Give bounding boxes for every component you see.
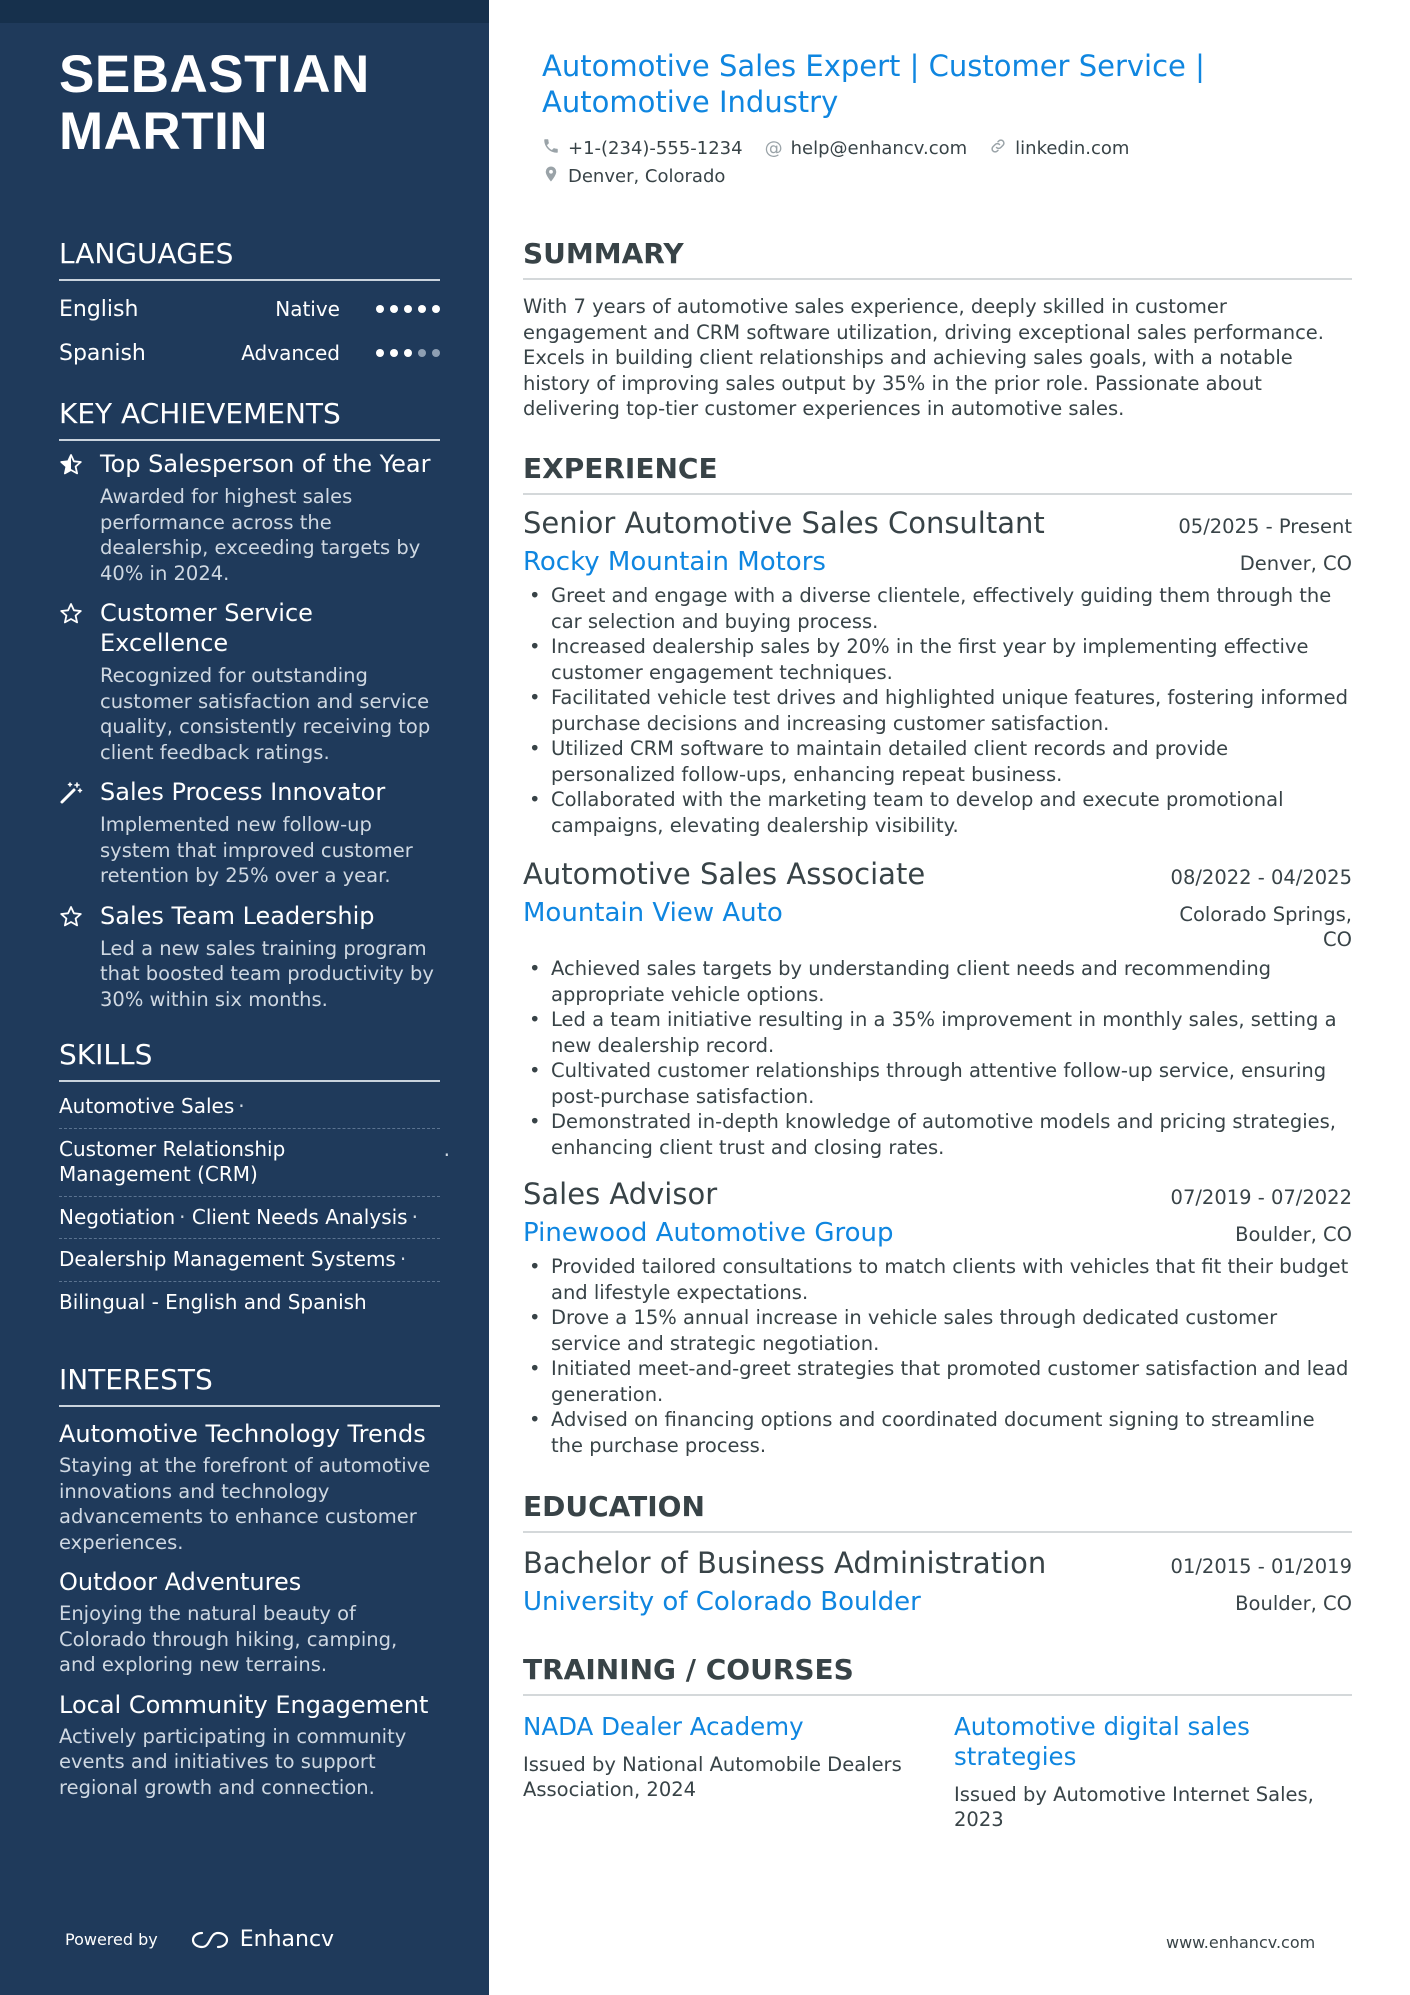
- skill-label: Negotiation: [59, 1204, 176, 1229]
- list-item: • Increased dealership sales by 20% in the first year by implementing effective customer engagement techniques.: [523, 634, 1352, 685]
- interest-item: [59, 1567, 440, 1678]
- skill-label: Bilingual - English and Spanish: [59, 1289, 367, 1314]
- dot-filled: [390, 305, 398, 313]
- skill-item: Dealership Management Systems ·: [59, 1239, 440, 1282]
- list-item: • Facilitated vehicle test drives and highlighted unique features, fostering informed purchase decisions and increasing customer satisfaction.: [523, 685, 1352, 736]
- education-heading: EDUCATION: [523, 1490, 1352, 1533]
- course-item: [954, 1712, 1352, 1832]
- course-issuer: Issued by Automotive Internet Sales, 2023: [954, 1783, 1314, 1831]
- achievement-item: [59, 901, 440, 1013]
- achievement-title: Customer Service Excellence: [100, 599, 313, 657]
- achievements-heading: KEY ACHIEVEMENTS: [59, 397, 440, 441]
- contact-linkedin[interactable]: [989, 137, 1129, 160]
- achievement-title: Sales Process Innovator: [100, 778, 386, 806]
- interest-desc: Staying at the forefront of automotive innovations and technology advancements to enhance customer experiences.: [59, 1454, 431, 1554]
- language-level: Native: [275, 297, 340, 321]
- achievement-item: [59, 777, 440, 889]
- list-item: • Demonstrated in-depth knowledge of automotive models and pricing strategies, enhancing client trust and closing rates.: [523, 1109, 1352, 1160]
- job-dates: 05/2025 - Present: [1178, 515, 1352, 538]
- location-text: Denver, Colorado: [568, 165, 726, 187]
- experience-heading: EXPERIENCE: [523, 452, 1352, 495]
- location-pin-icon: [542, 165, 560, 188]
- dot-empty: [432, 349, 440, 357]
- footer-website[interactable]: www.enhancv.com: [1166, 1933, 1316, 1952]
- languages-list: [59, 287, 440, 375]
- language-proficiency-dots: [370, 305, 440, 313]
- course-issuer: Issued by National Automobile Dealers Association, 2024: [523, 1753, 902, 1801]
- candidate-name: [59, 46, 440, 160]
- name-line-2: MARTIN: [59, 102, 269, 161]
- language-name: Spanish: [59, 340, 146, 366]
- achievements-list: [59, 449, 440, 1012]
- contact-phone[interactable]: [542, 137, 743, 160]
- list-item: • Drove a 15% annual increase in vehicle sales through dedicated customer service and strategic negotiation.: [523, 1305, 1352, 1356]
- skill-label: Dealership Management Systems: [59, 1247, 396, 1271]
- contact-location: [542, 165, 725, 188]
- school-name[interactable]: University of Colorado Boulder: [523, 1587, 921, 1617]
- sidebar: [0, 0, 489, 1995]
- list-item: • Cultivated customer relationships through attentive follow-up service, ensuring post-purchase satisfaction.: [523, 1058, 1352, 1109]
- education-entry: [523, 1545, 1352, 1619]
- achievement-desc: Led a new sales training program that boosted team productivity by 30% within six months.: [100, 936, 434, 1011]
- list-item: • Achieved sales targets by understanding client needs and recommending appropriate vehicle options.: [523, 956, 1352, 1007]
- language-proficiency-dots: [370, 349, 440, 357]
- link-icon: [989, 137, 1007, 160]
- list-item: • Utilized CRM software to maintain detailed client records and provide personalized follow-ups, enhancing repeat business.: [523, 736, 1352, 787]
- interest-title: Automotive Technology Trends: [59, 1420, 426, 1448]
- language-level: Advanced: [241, 341, 340, 365]
- enhancv-logo[interactable]: [188, 1927, 334, 1952]
- list-item: • Advised on financing options and coordinated document signing to streamline the purchase process.: [523, 1407, 1352, 1458]
- job-bullets: [523, 583, 1352, 838]
- degree-title: Bachelor of Business Administration: [523, 1546, 1047, 1580]
- star-icon: [59, 598, 100, 765]
- name-line-1: SEBASTIAN: [59, 45, 370, 104]
- summary-heading: SUMMARY: [523, 237, 1352, 280]
- language-item: [59, 331, 440, 375]
- dot-filled: [376, 349, 384, 357]
- job-location: Denver, CO: [1239, 552, 1352, 575]
- languages-heading: LANGUAGES: [59, 237, 440, 281]
- language-name: English: [59, 296, 139, 322]
- powered-by-label: Powered by: [65, 1930, 158, 1949]
- achievement-title: Sales Team Leadership: [100, 901, 375, 930]
- skill-label: Client Needs Analysis: [191, 1204, 408, 1229]
- dot-filled: [432, 305, 440, 313]
- email-address: help@enhancv.com: [790, 137, 968, 159]
- dot-filled: [390, 349, 398, 357]
- skill-label: Customer Relationship Management (CRM): [59, 1136, 286, 1186]
- magic-wand-icon: [59, 777, 100, 889]
- course-item: [523, 1712, 923, 1802]
- dot-empty: [418, 349, 426, 357]
- dot-filled: [376, 305, 384, 313]
- experience-entry: [523, 856, 1352, 1160]
- phone-icon: [542, 137, 560, 160]
- achievement-desc: Implemented new follow-up system that improved customer retention by 25% over a year.: [100, 813, 413, 887]
- company-name[interactable]: Rocky Mountain Motors: [523, 547, 826, 577]
- interest-desc: Actively participating in community events and initiatives to support regional growth and connection.: [59, 1724, 407, 1799]
- company-name[interactable]: Pinewood Automotive Group: [523, 1218, 894, 1248]
- interest-title: Local Community Engagement: [59, 1690, 429, 1719]
- achievement-item: [59, 598, 440, 765]
- job-location: Colorado Springs, CO: [1179, 903, 1352, 951]
- education-location: Boulder, CO: [1235, 1592, 1352, 1615]
- job-bullets: [523, 1254, 1352, 1458]
- achievement-desc: Awarded for highest sales performance across the dealership, exceeding targets by 40% in 2024.: [100, 485, 421, 585]
- star-icon: [59, 901, 100, 1013]
- skill-label: Automotive Sales: [59, 1094, 235, 1118]
- course-title[interactable]: Automotive digital sales strategies: [954, 1712, 1250, 1771]
- job-title: Senior Automotive Sales Consultant: [523, 506, 1045, 540]
- job-title: Automotive Sales Associate: [523, 857, 926, 891]
- skill-item: Negotiation · Client Needs Analysis ·: [59, 1197, 440, 1240]
- job-dates: 07/2019 - 07/2022: [1170, 1186, 1352, 1209]
- list-item: • Initiated meet-and-greet strategies that promoted customer satisfaction and lead generation.: [523, 1356, 1352, 1407]
- interest-desc: Enjoying the natural beauty of Colorado through hiking, camping, and exploring new terrains.: [59, 1602, 398, 1676]
- course-title[interactable]: NADA Dealer Academy: [523, 1712, 804, 1741]
- interests-list: [59, 1419, 440, 1800]
- achievement-title: Top Salesperson of the Year: [100, 450, 431, 478]
- skill-item: Automotive Sales ·: [59, 1086, 440, 1129]
- job-location: Boulder, CO: [1235, 1223, 1352, 1246]
- linkedin-url: linkedin.com: [1015, 137, 1130, 159]
- skill-item: Customer Relationship Management (CRM) ·: [59, 1129, 440, 1197]
- interest-item: [59, 1690, 440, 1801]
- training-heading: TRAINING / COURSES: [523, 1653, 1352, 1696]
- skills-list: [59, 1086, 450, 1323]
- star-half-icon: [59, 449, 100, 586]
- interest-item: [59, 1419, 440, 1555]
- job-title: Sales Advisor: [523, 1177, 718, 1211]
- achievement-item: [59, 449, 440, 586]
- list-item: • Greet and engage with a diverse clientele, effectively guiding them through the car selection and buying process.: [523, 583, 1352, 634]
- list-item: • Led a team initiative resulting in a 35% improvement in monthly sales, setting a new dealership record.: [523, 1007, 1352, 1058]
- skills-heading: SKILLS: [59, 1038, 440, 1082]
- education-dates: 01/2015 - 01/2019: [1170, 1555, 1352, 1578]
- summary-text: With 7 years of automotive sales experience, deeply skilled in customer engagement and CRM software utilization, driving exceptional sales performance. Excels in building client relationships and achieving sales goals, with a notable history of improving sales output by 35% in the prior role. Passionate about delivering top-tier customer experiences in automotive sales.: [523, 295, 1324, 420]
- at-sign-icon: @: [764, 137, 783, 159]
- achievement-desc: Recognized for outstanding customer satisfaction and service quality, consistently receiving top client feedback ratings.: [100, 664, 431, 764]
- enhancv-logo-icon: [188, 1929, 232, 1951]
- contact-email[interactable]: [765, 138, 968, 159]
- list-item: • Provided tailored consultations to match clients with vehicles that fit their budget and lifestyle expectations.: [523, 1254, 1352, 1305]
- dot-filled: [418, 305, 426, 313]
- headline: Automotive Sales Expert | Customer Service | Automotive Industry: [542, 49, 1205, 119]
- skill-item: [59, 1282, 440, 1324]
- experience-entry: [523, 1176, 1352, 1458]
- job-bullets: [523, 956, 1352, 1160]
- interest-title: Outdoor Adventures: [59, 1568, 302, 1596]
- enhancv-brand: Enhancv: [239, 1927, 335, 1952]
- phone-number: +1-(234)-555-1234: [568, 137, 743, 159]
- list-item: • Collaborated with the marketing team to develop and execute promotional campaigns, elevating dealership visibility.: [523, 787, 1352, 838]
- experience-entry: [523, 505, 1352, 838]
- company-name[interactable]: Mountain View Auto: [523, 898, 783, 928]
- dot-filled: [404, 305, 412, 313]
- powered-by: [65, 1927, 334, 1952]
- dot-filled: [404, 349, 412, 357]
- language-item: [59, 287, 440, 331]
- interests-heading: INTERESTS: [59, 1363, 440, 1407]
- sidebar-top-strip: [0, 0, 489, 23]
- job-dates: 08/2022 - 04/2025: [1170, 866, 1352, 889]
- contact-info: [542, 134, 1262, 190]
